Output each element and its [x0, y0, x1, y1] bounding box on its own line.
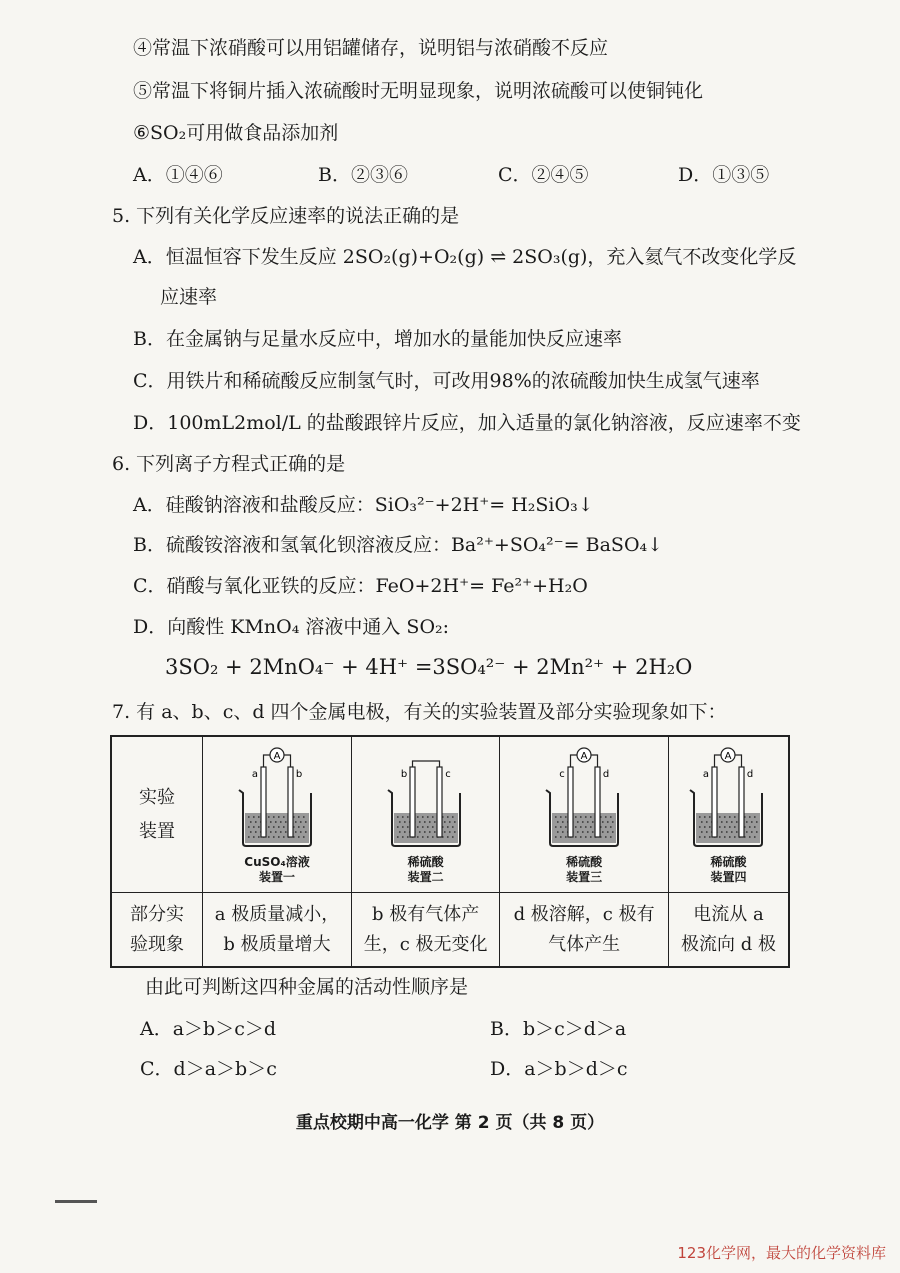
solution-dot — [709, 836, 711, 838]
solution-dot — [250, 831, 252, 833]
solution-dot — [751, 831, 753, 833]
solution-dot — [275, 831, 277, 833]
q5-option-a-cont: 应速率 — [160, 286, 218, 308]
solution-dot — [731, 821, 733, 823]
solution-dot — [447, 816, 449, 818]
solution-dot — [610, 816, 612, 818]
solution-dot — [706, 831, 708, 833]
solution-dot — [719, 816, 721, 818]
solution-dot — [721, 821, 723, 823]
solution-dot — [248, 826, 250, 828]
solution-dot — [585, 816, 587, 818]
solution-dot — [427, 816, 429, 818]
solution-dot — [402, 836, 404, 838]
solution-dot — [258, 816, 260, 818]
q5-option-a: A．恒温恒容下发生反应 2SO₂(g)+O₂(g) ⇌ 2SO₃(g)，充入氦气不改变化学反 — [133, 246, 797, 268]
solution-dot — [724, 826, 726, 828]
solution-dot — [444, 821, 446, 823]
apparatus-2-solution: 稀硫酸 — [407, 854, 444, 869]
apparatus-3-name: 装置三 — [566, 869, 603, 884]
solution-dot — [452, 836, 454, 838]
ammeter-label: A — [273, 750, 281, 762]
solution-dot — [555, 816, 557, 818]
solution-dot — [449, 831, 451, 833]
solution-dot — [407, 836, 409, 838]
solution-dot — [278, 826, 280, 828]
apparatus-1-name: 装置一 — [258, 869, 295, 884]
solution-dot — [726, 821, 728, 823]
q4-item-6: ⑥SO₂可用做食品添加剂 — [133, 122, 339, 144]
observation-1-line-1: a 极质量减小， — [214, 903, 340, 925]
q6-option-a: A．硅酸钠溶液和盐酸反应：SiO₃²⁻+2H⁺= H₂SiO₃↓ — [133, 494, 594, 516]
apparatus-1 — [203, 736, 352, 893]
solution-dot — [575, 826, 577, 828]
solution-dot — [754, 836, 756, 838]
q4-item-4: ④常温下浓硝酸可以用铝罐储存，说明铝与浓硝酸不反应 — [133, 37, 609, 59]
beaker-diagram-2 — [376, 745, 476, 850]
right-electrode-label: c — [444, 768, 451, 780]
solution-dot — [585, 836, 587, 838]
solution-dot — [452, 826, 454, 828]
solution-dot — [258, 836, 260, 838]
experiment-table — [110, 735, 790, 968]
apparatus-1-solution: CuSO₄溶液 — [244, 854, 310, 869]
solution-dot — [452, 816, 454, 818]
solution-dot — [734, 826, 736, 828]
q6-option-d: D．向酸性 KMnO₄ 溶液中通入 SO₂: — [133, 616, 450, 638]
solution-dot — [575, 836, 577, 838]
solution-dot — [283, 826, 285, 828]
solution-dot — [704, 816, 706, 818]
solution-dot — [300, 821, 302, 823]
solution-dot — [699, 836, 701, 838]
solution-dot — [746, 831, 748, 833]
q6-option-d-equation: 3SO₂ + 2MnO₄⁻ + 4H⁺ =3SO₄²⁻ + 2Mn²⁺ + 2H₂O — [165, 655, 693, 679]
solution-dot — [612, 831, 614, 833]
left-electrode-label: c — [559, 768, 565, 780]
solution-dot — [399, 831, 401, 833]
solution-dot — [560, 816, 562, 818]
solution-dot — [729, 816, 731, 818]
beaker-diagram-3 — [534, 745, 634, 850]
solution-dot — [422, 816, 424, 818]
solution-dot — [746, 821, 748, 823]
solution-dot — [295, 831, 297, 833]
solution-dot — [560, 836, 562, 838]
q6-stem: 6. 下列离子方程式正确的是 — [112, 453, 346, 475]
q6-option-b: B．硫酸铵溶液和氢氧化钡溶液反应：Ba²⁺+SO₄²⁻= BaSO₄↓ — [133, 534, 664, 556]
solution-dot — [582, 821, 584, 823]
right-electrode — [437, 767, 442, 837]
solution-dot — [724, 816, 726, 818]
solution-dot — [729, 826, 731, 828]
apparatus-3 — [500, 736, 669, 893]
solution-dot — [419, 821, 421, 823]
solution-dot — [709, 826, 711, 828]
beaker-diagram-4 — [678, 745, 778, 850]
observation-4 — [668, 893, 789, 968]
solution-dot — [610, 826, 612, 828]
apparatus-3-solution: 稀硫酸 — [566, 854, 603, 869]
solution-dot — [454, 831, 456, 833]
solution-dot — [756, 831, 758, 833]
solution-dot — [422, 826, 424, 828]
solution-dot — [454, 821, 456, 823]
right-electrode-label: d — [747, 768, 754, 780]
solution-dot — [699, 816, 701, 818]
solution-dot — [585, 826, 587, 828]
solution-dot — [734, 836, 736, 838]
q4-option-c: C．②④⑤ — [498, 164, 589, 186]
q5-option-b: B．在金属钠与足量水反应中，增加水的量能加快反应速率 — [133, 328, 622, 350]
solution-dot — [434, 831, 436, 833]
solution-dot — [602, 831, 604, 833]
solution-dot — [726, 831, 728, 833]
solution-dot — [562, 831, 564, 833]
observation-4-line-2: 极流向 d 极 — [680, 933, 776, 955]
observation-2-line-2: 生，c 极无变化 — [363, 933, 488, 955]
solution-dot — [305, 831, 307, 833]
q6-option-c: C．硝酸与氧化亚铁的反应：FeO+2H⁺= Fe²⁺+H₂O — [133, 575, 588, 597]
solution-dot — [397, 836, 399, 838]
solution-dot — [592, 821, 594, 823]
solution-dot — [303, 826, 305, 828]
solution-dot — [749, 826, 751, 828]
solution-dot — [417, 816, 419, 818]
solution-dot — [298, 836, 300, 838]
solution-dot — [749, 836, 751, 838]
solution-dot — [270, 821, 272, 823]
solution-dot — [255, 831, 257, 833]
solution-dot — [580, 826, 582, 828]
q4-option-a: A．①④⑥ — [133, 164, 223, 186]
solution-dot — [248, 816, 250, 818]
ammeter-label: A — [580, 750, 588, 762]
beaker-diagram-1 — [227, 745, 327, 850]
solution-dot — [731, 831, 733, 833]
solution-dot — [565, 826, 567, 828]
solution-dot — [612, 821, 614, 823]
solution-dot — [270, 831, 272, 833]
solution-dot — [397, 826, 399, 828]
solution-dot — [709, 816, 711, 818]
solution-dot — [557, 831, 559, 833]
observation-1 — [203, 893, 352, 968]
solution-dot — [565, 836, 567, 838]
row-head-apparatus-1: 实验 — [139, 786, 175, 808]
solution-dot — [447, 826, 449, 828]
q4-option-d: D．①③⑤ — [678, 164, 770, 186]
solution-dot — [399, 821, 401, 823]
solution-dot — [704, 826, 706, 828]
wire — [412, 761, 439, 767]
apparatus-4-solution: 稀硫酸 — [710, 854, 747, 869]
solution-dot — [253, 816, 255, 818]
q7-stem: 7. 有 a、b、c、d 四个金属电极，有关的实验装置及部分实验现象如下： — [112, 701, 727, 723]
solution-dot — [419, 831, 421, 833]
solution-dot — [424, 821, 426, 823]
solution-dot — [417, 836, 419, 838]
solution-dot — [729, 836, 731, 838]
solution-dot — [444, 831, 446, 833]
solution-dot — [298, 826, 300, 828]
solution-dot — [607, 831, 609, 833]
observation-3-line-2: 气体产生 — [548, 933, 621, 955]
solution-dot — [580, 816, 582, 818]
row-head-apparatus-2: 装置 — [139, 820, 175, 842]
solution-dot — [278, 816, 280, 818]
q7-option-b: B．b＞c＞d＞a — [490, 1018, 627, 1040]
solution-dot — [417, 826, 419, 828]
solution-dot — [577, 831, 579, 833]
solution-dot — [724, 836, 726, 838]
solution-dot — [751, 821, 753, 823]
solution-dot — [298, 816, 300, 818]
row-head-observation — [111, 893, 203, 968]
solution-dot — [427, 826, 429, 828]
q5-option-c: C．用铁片和稀硫酸反应制氢气时，可改用98%的浓硫酸加快生成氢气速率 — [133, 370, 760, 392]
left-electrode — [568, 767, 573, 837]
solution-dot — [397, 816, 399, 818]
solution-dot — [580, 836, 582, 838]
solution-dot — [280, 831, 282, 833]
solution-dot — [268, 826, 270, 828]
solution-dot — [560, 826, 562, 828]
q7-option-c: C．d＞a＞b＞c — [140, 1058, 277, 1080]
watermark: 123化学网，最大的化学资料库 — [677, 1244, 886, 1262]
solution-dot — [706, 821, 708, 823]
solution-dot — [719, 826, 721, 828]
solution-dot — [285, 831, 287, 833]
solution-dot — [424, 831, 426, 833]
solution-dot — [258, 826, 260, 828]
solution-dot — [555, 836, 557, 838]
solution-dot — [582, 831, 584, 833]
solution-dot — [402, 826, 404, 828]
solution-dot — [701, 831, 703, 833]
solution-dot — [592, 831, 594, 833]
row-head-observation-1: 部分实 — [130, 903, 184, 925]
solution-dot — [587, 831, 589, 833]
right-electrode — [595, 767, 600, 837]
solution-dot — [404, 831, 406, 833]
left-electrode — [410, 767, 415, 837]
solution-dot — [283, 836, 285, 838]
apparatus-2 — [352, 736, 500, 893]
row-head-observation-2: 验现象 — [130, 933, 184, 955]
solution-dot — [447, 836, 449, 838]
observation-1-line-2: b 极质量增大 — [223, 933, 331, 955]
solution-dot — [590, 836, 592, 838]
solution-dot — [562, 821, 564, 823]
left-electrode-label: b — [400, 768, 407, 780]
observation-2 — [352, 893, 500, 968]
ammeter-label: A — [725, 750, 732, 762]
solution-dot — [300, 831, 302, 833]
left-electrode-label: a — [251, 768, 259, 780]
solution-dot — [602, 821, 604, 823]
solution-dot — [268, 836, 270, 838]
solution-dot — [429, 821, 431, 823]
observation-3 — [500, 893, 669, 968]
solution-dot — [427, 836, 429, 838]
q7-option-d: D．a＞b＞d＞c — [490, 1058, 628, 1080]
q7-conclusion: 由此可判断这四种金属的活动性顺序是 — [145, 976, 469, 998]
q5-stem: 5. 下列有关化学反应速率的说法正确的是 — [112, 205, 460, 227]
solution-dot — [407, 816, 409, 818]
solution-dot — [749, 816, 751, 818]
solution-dot — [253, 836, 255, 838]
solution-dot — [283, 816, 285, 818]
q4-option-b: B．②③⑥ — [318, 164, 408, 186]
solution-dot — [280, 821, 282, 823]
observation-2-line-1: b 极有气体产 — [371, 903, 480, 925]
solution-dot — [432, 816, 434, 818]
solution-dot — [699, 826, 701, 828]
solution-dot — [704, 836, 706, 838]
solution-dot — [736, 821, 738, 823]
solution-dot — [268, 816, 270, 818]
solution-dot — [273, 826, 275, 828]
solution-dot — [575, 816, 577, 818]
solution-dot — [429, 831, 431, 833]
left-electrode — [261, 767, 266, 837]
solution-dot — [432, 836, 434, 838]
solution-dot — [557, 821, 559, 823]
solution-dot — [605, 836, 607, 838]
page-footer: 重点校期中高一化学 第 2 页（共 8 页） — [295, 1113, 605, 1133]
apparatus-4 — [668, 736, 789, 893]
solution-dot — [605, 826, 607, 828]
solution-dot — [605, 816, 607, 818]
right-electrode-label: b — [295, 768, 303, 780]
solution-dot — [255, 821, 257, 823]
solution-dot — [756, 821, 758, 823]
solution-dot — [407, 826, 409, 828]
solution-dot — [404, 821, 406, 823]
solution-dot — [754, 826, 756, 828]
solution-dot — [432, 826, 434, 828]
q7-option-a: A．a＞b＞c＞d — [140, 1018, 277, 1040]
solution-dot — [736, 831, 738, 833]
observation-3-line-1: d 极溶解，c 极有 — [513, 903, 655, 925]
q4-item-5: ⑤常温下将铜片插入浓硫酸时无明显现象，说明浓硫酸可以使铜钝化 — [133, 80, 704, 102]
apparatus-2-name: 装置二 — [407, 869, 444, 884]
solution-dot — [402, 816, 404, 818]
q5-option-d: D．100mL2mol/L 的盐酸跟锌片反应，加入适量的氯化钠溶液，反应速率不变 — [133, 412, 801, 434]
solution-dot — [295, 821, 297, 823]
solution-dot — [273, 836, 275, 838]
solution-dot — [555, 826, 557, 828]
solution-dot — [607, 821, 609, 823]
solution-dot — [449, 821, 451, 823]
solution-dot — [434, 821, 436, 823]
solution-dot — [565, 816, 567, 818]
right-electrode — [739, 767, 744, 837]
left-electrode-label: a — [703, 768, 710, 780]
solution-dot — [253, 826, 255, 828]
solution-dot — [590, 816, 592, 818]
solution-dot — [285, 821, 287, 823]
solution-dot — [754, 816, 756, 818]
right-electrode — [288, 767, 293, 837]
solution-dot — [303, 816, 305, 818]
row-head-apparatus — [111, 736, 203, 893]
observation-4-line-1: 电流从 a — [693, 903, 764, 925]
solution-dot — [275, 821, 277, 823]
scan-mark — [55, 1200, 97, 1203]
solution-dot — [610, 836, 612, 838]
solution-dot — [734, 816, 736, 818]
solution-dot — [273, 816, 275, 818]
solution-dot — [590, 826, 592, 828]
solution-dot — [422, 836, 424, 838]
solution-dot — [719, 836, 721, 838]
solution-dot — [721, 831, 723, 833]
solution-dot — [577, 821, 579, 823]
solution-dot — [248, 836, 250, 838]
apparatus-4-name: 装置四 — [710, 869, 747, 884]
solution-dot — [701, 821, 703, 823]
solution-dot — [303, 836, 305, 838]
left-electrode — [712, 767, 717, 837]
solution-dot — [250, 821, 252, 823]
solution-dot — [278, 836, 280, 838]
right-electrode-label: d — [602, 768, 610, 780]
solution-dot — [587, 821, 589, 823]
solution-dot — [305, 821, 307, 823]
